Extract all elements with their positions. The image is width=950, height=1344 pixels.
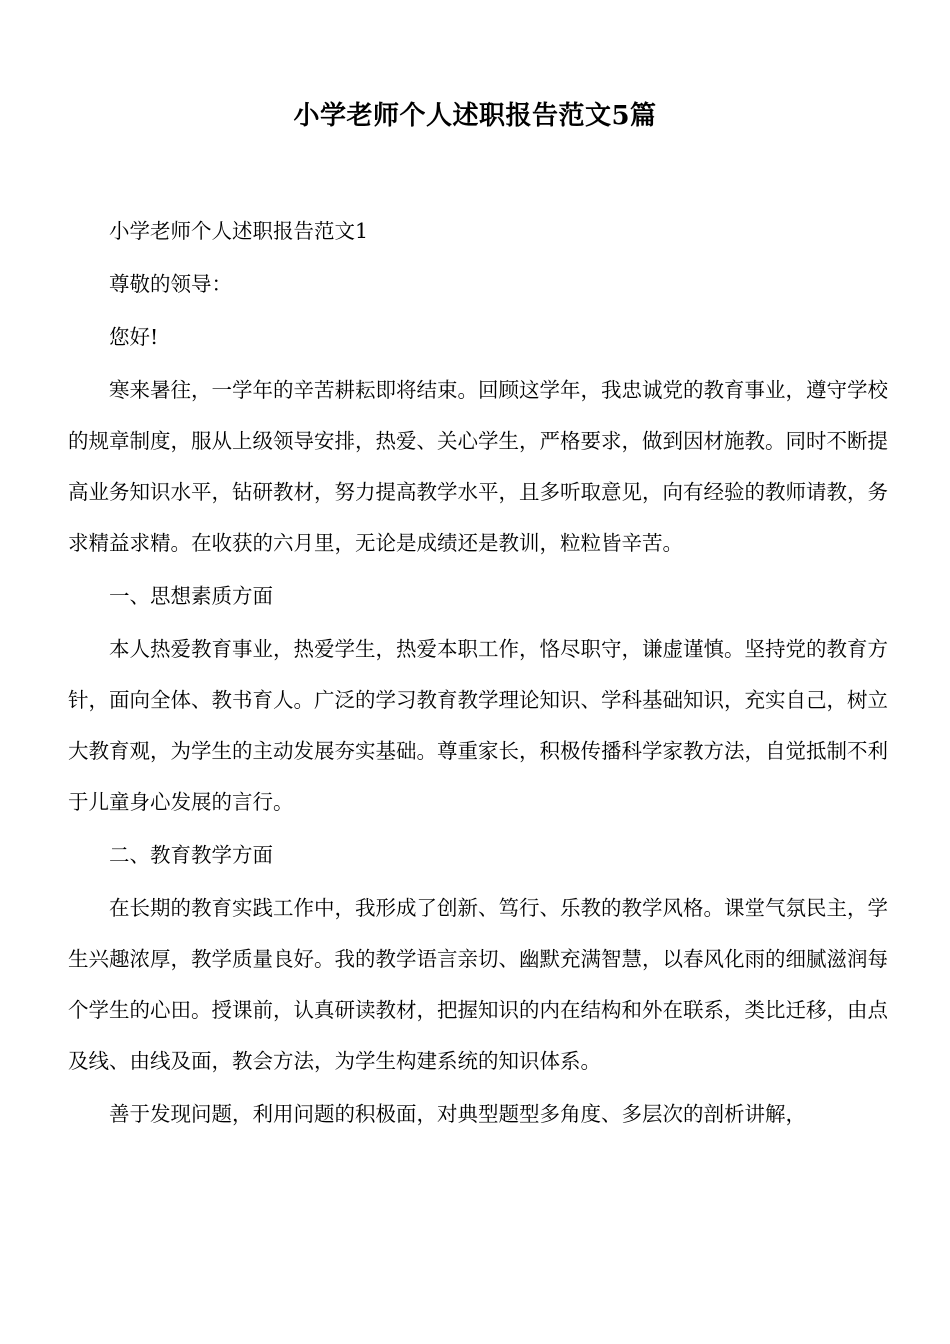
paragraph-section-1: 本人热爱教育事业，热爱学生，热爱本职工作，恪尽职守，谦虚谨慎。坚持党的教育方针，面向全体、教书育人。广泛的学习教育教学理论知识、学科基础知识，充实自己，树立大教育观，为学生的主动发展夯实基础。尊重家长，积极传播科学家教方法，自觉抵制不利于儿童身心发展的言行。 [68, 637, 888, 814]
paragraph-salutation: 尊敬的领导： [109, 272, 232, 296]
paragraph-section-2: 在长期的教育实践工作中，我形成了创新、笃行、乐教的教学风格。课堂气氛民主，学生兴趣浓厚，教学质量良好。我的教学语言亲切、幽默充满智慧，以春风化雨的细腻滋润每个学生的心田。授课前，认真研读教材，把握知识的内在结构和外在联系，类比迁移，由点及线、由线及面，教会方法，为学生构建系统的知识体系。 [68, 896, 888, 1073]
paragraph-intro: 寒来暑往，一学年的辛苦耕耘即将结束。回顾这学年，我忠诚党的教育事业，遵守学校的规章制度，服从上级领导安排，热爱、关心学生，严格要求，做到因材施教。同时不断提高业务知识水平，钻研教材，努力提高教学水平，且多听取意见，向有经验的教师请教，务求精益求精。在收获的六月里，无论是成绩还是教训，粒粒皆辛苦。 [68, 378, 888, 555]
paragraph-section-2-continued: 善于发现问题，利用问题的积极面，对典型题型多角度、多层次的剖析讲解， [109, 1102, 806, 1126]
document-body [68, 206, 888, 1142]
section-heading-1: 一、思想素质方面 [109, 584, 273, 608]
paragraph-greeting: 您好! [109, 325, 159, 349]
document-title: 小学老师个人述职报告范文5篇 [293, 101, 657, 131]
section-heading-2: 二、教育教学方面 [109, 843, 273, 867]
paragraph-subtitle: 小学老师个人述职报告范文1 [109, 219, 369, 243]
